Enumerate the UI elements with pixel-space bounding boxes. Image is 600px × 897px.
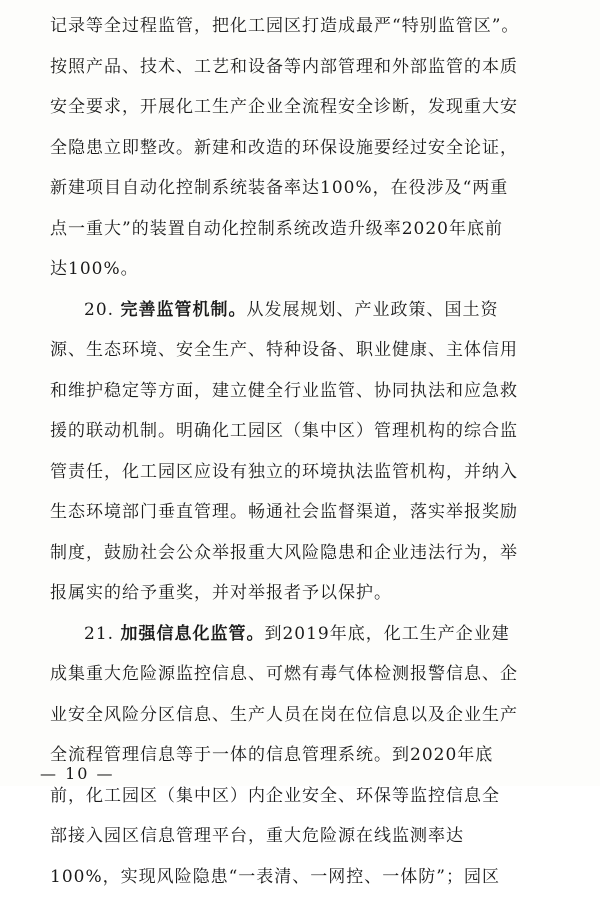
text-line: 全隐患立即整改。新建和改造的环保设施要经过安全论证， <box>50 128 560 169</box>
text-line: 达100%。 <box>50 249 560 290</box>
section-20-heading: 完善监管机制。 <box>120 300 246 320</box>
text-line: 部接入园区信息管理平台，重大危险源在线监测率达 <box>50 816 560 857</box>
text-line: 生态环境部门垂直管理。畅通社会监督渠道，落实举报奖励 <box>50 492 560 533</box>
text-line: 100%，实现风险隐患“一表清、一网控、一体防”；园区 <box>50 857 560 897</box>
page-number: — 10 — <box>40 764 115 783</box>
text-line: 管责任，化工园区应设有独立的环境执法监管机构，并纳入 <box>50 452 560 493</box>
text-line: 援的联动机制。明确化工园区（集中区）管理机构的综合监 <box>50 411 560 452</box>
section-21-number: 21. <box>84 624 114 644</box>
section-20-number: 20. <box>84 300 114 320</box>
text-line: 新建项目自动化控制系统装备率达100%，在役涉及“两重 <box>50 168 560 209</box>
section-21-text: 到2019年底，化工生产企业建 <box>264 624 509 644</box>
section-20-first-line <box>50 290 560 331</box>
text-line: 点一重大”的装置自动化控制系统改造升级率2020年底前 <box>50 209 560 250</box>
text-line: 制度，鼓励社会公众举报重大风险隐患和企业违法行为，举 <box>50 533 560 574</box>
text-line: 成集重大危险源监控信息、可燃有毒气体检测报警信息、企 <box>50 654 560 695</box>
text-line: 业安全风险分区信息、生产人员在岗在位信息以及企业生产 <box>50 695 560 736</box>
section-20-text: 从发展规划、产业政策、国土资 <box>246 300 498 320</box>
section-21-heading: 加强信息化监管。 <box>120 624 264 644</box>
section-21-first-line <box>50 614 560 655</box>
text-line: 源、生态环境、安全生产、特种设备、职业健康、主体信用 <box>50 330 560 371</box>
text-line: 记录等全过程监管，把化工园区打造成最严“特别监管区”。 <box>50 6 560 47</box>
text-line: 按照产品、技术、工艺和设备等内部管理和外部监管的本质 <box>50 47 560 88</box>
text-line: 全流程管理信息等于一体的信息管理系统。到2020年底 <box>50 735 560 776</box>
text-line: 安全要求，开展化工生产企业全流程安全诊断，发现重大安 <box>50 87 560 128</box>
text-line: 和维护稳定等方面，建立健全行业监管、协同执法和应急救 <box>50 371 560 412</box>
text-line: 前，化工园区（集中区）内企业安全、环保等监控信息全 <box>50 776 560 817</box>
text-line: 报属实的给予重奖，并对举报者予以保护。 <box>50 573 560 614</box>
document-body <box>50 6 560 897</box>
